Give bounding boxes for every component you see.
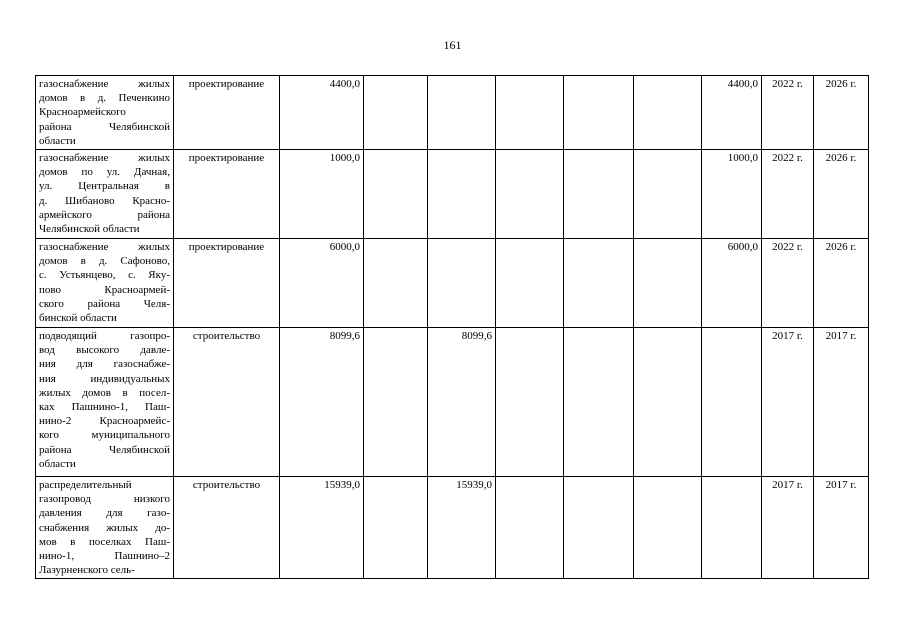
name-line: домов по ул. Дачная, xyxy=(39,166,170,179)
name-line: Красноармейского xyxy=(39,106,126,119)
object-name-cell xyxy=(36,76,174,150)
name-line: района Челябинской xyxy=(39,443,170,456)
year-end-cell: 2026 г. xyxy=(814,150,869,239)
table-row xyxy=(36,328,869,477)
value-cell xyxy=(496,239,564,328)
object-name-cell xyxy=(36,477,174,579)
value-cell xyxy=(564,76,634,150)
name-line: ния индивидуальных xyxy=(39,372,170,385)
table-row xyxy=(36,76,869,150)
data-table xyxy=(35,75,869,579)
value-cell xyxy=(702,477,762,579)
value-cell: 8099,6 xyxy=(428,328,496,477)
name-line: газоснабжение жилых xyxy=(39,241,170,254)
value-cell: 1000,0 xyxy=(702,150,762,239)
name-line: ского района Челя- xyxy=(39,297,170,310)
value-cell: 15939,0 xyxy=(428,477,496,579)
name-line: района Челябинской xyxy=(39,120,170,133)
value-cell xyxy=(634,76,702,150)
name-line: кого муниципального xyxy=(39,429,170,442)
year-start-cell: 2022 г. xyxy=(762,76,814,150)
name-line: бинской области xyxy=(39,312,117,325)
total-cell: 1000,0 xyxy=(280,150,364,239)
value-cell xyxy=(428,76,496,150)
value-cell xyxy=(564,239,634,328)
name-line: мов в поселках Паш- xyxy=(39,535,170,548)
year-start-cell: 2017 г. xyxy=(762,328,814,477)
name-line: газоснабжение жилых xyxy=(39,78,170,90)
value-cell xyxy=(496,76,564,150)
year-end-cell: 2026 г. xyxy=(814,239,869,328)
name-line: области xyxy=(39,457,76,470)
value-cell xyxy=(364,328,428,477)
value-cell xyxy=(634,328,702,477)
value-cell xyxy=(496,477,564,579)
name-line: нино-2 Красноармейс- xyxy=(39,415,170,428)
year-start-cell: 2022 г. xyxy=(762,150,814,239)
name-line: пово Красноармей- xyxy=(39,283,170,296)
value-cell: 6000,0 xyxy=(702,239,762,328)
name-line: давления для газо- xyxy=(39,507,170,520)
name-line: Челябинской области xyxy=(39,223,140,236)
year-end-cell: 2026 г. xyxy=(814,76,869,150)
value-cell xyxy=(634,239,702,328)
value-cell xyxy=(564,150,634,239)
year-end-cell: 2017 г. xyxy=(814,477,869,579)
name-line: газоснабжение жилых xyxy=(39,152,170,165)
year-start-cell: 2017 г. xyxy=(762,477,814,579)
name-line: нино-1, Пашнино–2 xyxy=(39,550,170,563)
value-cell xyxy=(564,328,634,477)
value-cell xyxy=(496,150,564,239)
value-cell xyxy=(634,150,702,239)
year-end-cell: 2017 г. xyxy=(814,328,869,477)
total-cell: 8099,6 xyxy=(280,328,364,477)
stage-cell: проектирование xyxy=(174,150,280,239)
stage-cell: строительство xyxy=(174,328,280,477)
name-line: вод высокого давле- xyxy=(39,344,170,357)
value-cell xyxy=(564,477,634,579)
value-cell xyxy=(634,477,702,579)
name-line: ния для газоснабже- xyxy=(39,358,170,371)
value-cell xyxy=(364,477,428,579)
value-cell xyxy=(496,328,564,477)
table-row xyxy=(36,150,869,239)
name-line: армейского района xyxy=(39,208,170,221)
name-line: ках Пашнино-1, Паш- xyxy=(39,401,170,414)
name-line: домов в д. Печенкино xyxy=(39,92,170,105)
page-number: 161 xyxy=(443,38,462,52)
name-line: д. Шибаново Красно- xyxy=(39,194,170,207)
stage-cell: строительство xyxy=(174,477,280,579)
name-line: жилых домов в посел- xyxy=(39,386,170,399)
total-cell: 6000,0 xyxy=(280,239,364,328)
name-line: Лазурненского сель- xyxy=(39,564,135,577)
name-line: снабжения жилых до- xyxy=(39,521,170,534)
object-name-cell xyxy=(36,239,174,328)
name-line: распределительный xyxy=(39,479,132,492)
name-line: газопровод низкого xyxy=(39,493,170,506)
value-cell xyxy=(702,328,762,477)
value-cell xyxy=(364,150,428,239)
stage-cell: проектирование xyxy=(174,239,280,328)
value-cell: 4400,0 xyxy=(702,76,762,150)
value-cell xyxy=(364,76,428,150)
name-line: области xyxy=(39,134,76,147)
table-row xyxy=(36,239,869,328)
year-start-cell: 2022 г. xyxy=(762,239,814,328)
table-row xyxy=(36,477,869,579)
value-cell xyxy=(428,150,496,239)
name-line: с. Устьянцево, с. Яку- xyxy=(39,269,170,282)
stage-cell: проектирование xyxy=(174,76,280,150)
name-line: домов в д. Сафоново, xyxy=(39,255,170,268)
object-name-cell xyxy=(36,328,174,477)
name-line: подводящий газопро- xyxy=(39,330,170,343)
object-name-cell xyxy=(36,150,174,239)
total-cell: 15939,0 xyxy=(280,477,364,579)
value-cell xyxy=(364,239,428,328)
value-cell xyxy=(428,239,496,328)
total-cell: 4400,0 xyxy=(280,76,364,150)
name-line: ул. Центральная в xyxy=(39,180,170,193)
